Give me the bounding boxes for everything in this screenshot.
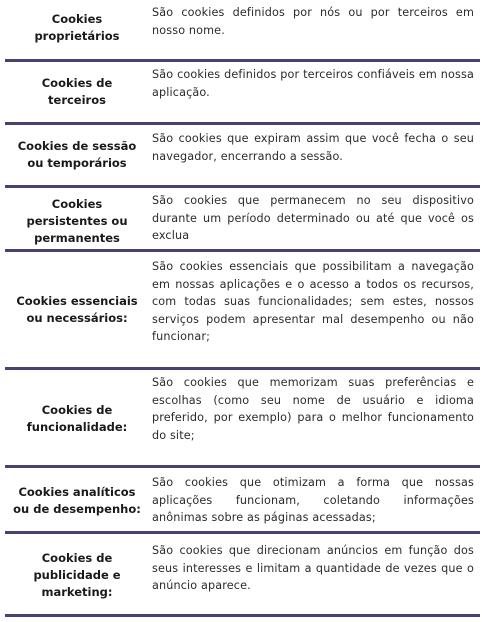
- row-label-text: Cookies de funcionalidade:: [26, 403, 128, 434]
- row-label-text: Cookies analíticos ou de desempenho:: [13, 485, 141, 516]
- row-divider: [5, 122, 480, 125]
- row-divider: [5, 465, 480, 468]
- row-label-text: Cookies persistentes ou permanentes: [26, 196, 128, 245]
- row-label-text: Cookies essenciais ou necessários:: [16, 294, 138, 325]
- row-label-text: Cookies de sessão ou temporários: [17, 139, 137, 170]
- row-label-text: Cookies proprietários: [34, 12, 120, 43]
- row-divider: [5, 185, 480, 188]
- row-description-session: São cookies que expiram assim que você fecha o seu navegador, encerrando a sessão.: [152, 132, 474, 163]
- row-description-advertising: São cookies que direcionam anúncios em função dos seus interesses e limitam a quantidade de vezes que o anúncio aparece.: [152, 544, 474, 593]
- row-divider: [5, 249, 480, 252]
- row-label-text: Cookies de publicidade e marketing:: [33, 550, 121, 599]
- row-description-proprietary: São cookies definidos por nós ou por terceiros em nosso nome.: [152, 6, 474, 37]
- row-description-persistent: São cookies que permanecem no seu dispositivo durante um período determinado ou até que você os exclua: [152, 194, 474, 243]
- row-description-third-party: São cookies definidos por terceiros confiáveis em nossa aplicação.: [152, 68, 474, 99]
- row-label-analytics: [10, 471, 144, 531]
- row-description-essential: São cookies essenciais que possibilitam a navegação em nossas aplicações e o acesso a todos os recursos, com todas suas funcionalidades; sem estes, nossos serviços podem apresentar mal desempenho ou não funcionar;: [152, 260, 474, 344]
- row-description-analytics: São cookies que otimizam a forma que nossas aplicações funcionam, coletando informações anônimas sobre as páginas acessadas;: [152, 476, 474, 525]
- row-divider: [5, 614, 480, 617]
- row-label-essential: [10, 255, 144, 365]
- row-divider: [5, 531, 480, 534]
- row-label-session: [10, 133, 144, 177]
- row-label-text: Cookies de terceiros: [41, 76, 113, 107]
- row-label-persistent: [10, 193, 144, 249]
- row-divider: [5, 59, 480, 62]
- row-description-functionality: São cookies que memorizam suas preferências e escolhas (como seu nome de usuário e idioma preferido, por exemplo) para o melhor funcionamento do site;: [152, 376, 474, 442]
- row-divider: [5, 367, 480, 370]
- row-label-advertising: [10, 540, 144, 610]
- row-label-proprietary: [10, 6, 144, 50]
- row-label-third-party: [10, 70, 144, 114]
- row-label-functionality: [10, 373, 144, 465]
